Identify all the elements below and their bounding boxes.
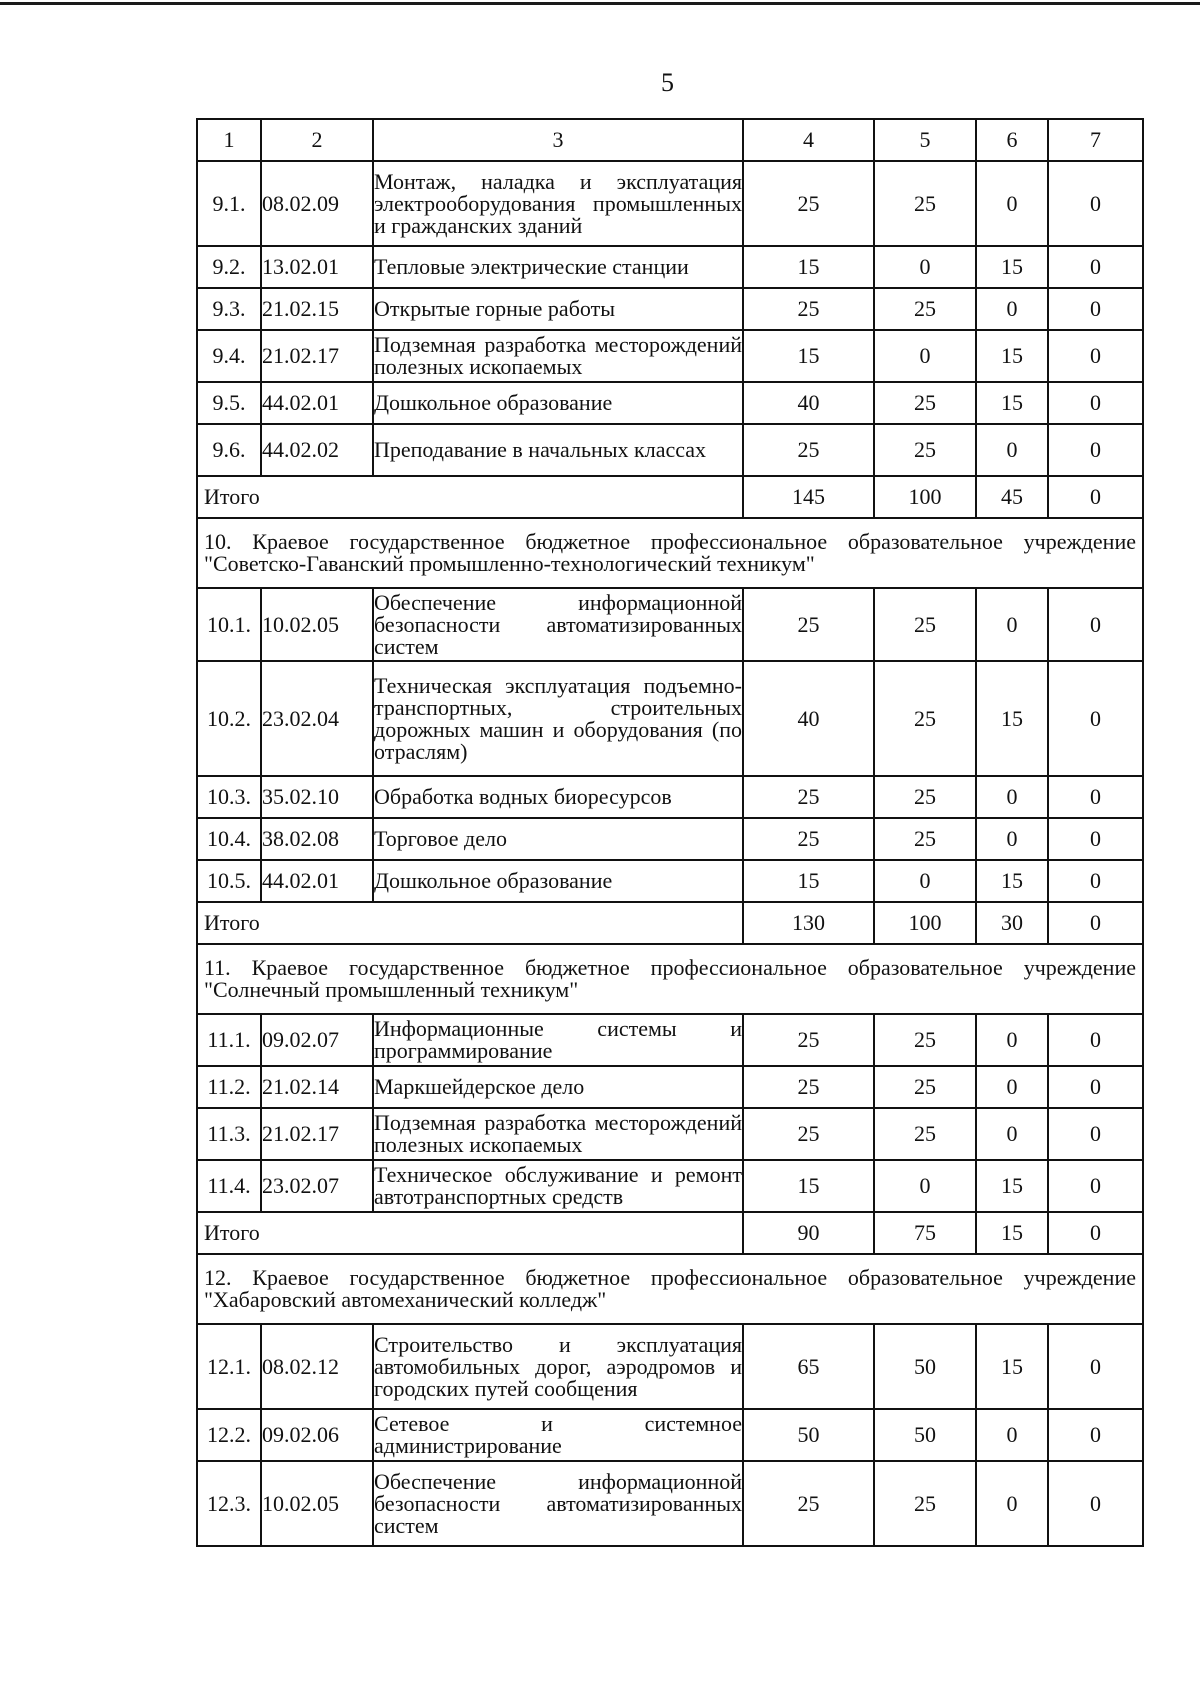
value-cell-c7: 0 xyxy=(1048,1461,1143,1546)
specialty-code: 21.02.15 xyxy=(261,288,373,330)
specialty-code: 23.02.04 xyxy=(261,661,373,776)
row-number: 10.1. xyxy=(197,588,261,661)
specialty-name: Обработка водных биоресурсов xyxy=(373,776,743,818)
row-number: 11.4. xyxy=(197,1160,261,1212)
specialty-code: 08.02.09 xyxy=(261,161,373,246)
institution-name: 10. Краевое государственное бюджетное профессиональное образовательное учреждение "Советско-Гаванский промышленно-технологический техникум" xyxy=(197,518,1143,588)
specialty-name: Сетевое и системное администрирование xyxy=(373,1409,743,1461)
value-cell-c5: 50 xyxy=(874,1324,976,1409)
specialty-code: 09.02.06 xyxy=(261,1409,373,1461)
column-header-row xyxy=(197,119,1143,161)
value-cell-c5: 0 xyxy=(874,246,976,288)
value-cell-c7: 0 xyxy=(1048,860,1143,902)
specialty-code: 21.02.14 xyxy=(261,1066,373,1108)
column-header: 3 xyxy=(373,119,743,161)
specialty-code: 44.02.01 xyxy=(261,382,373,424)
total-value-c6: 30 xyxy=(976,902,1048,944)
table-row xyxy=(197,161,1143,246)
value-cell-c5: 50 xyxy=(874,1409,976,1461)
value-cell-c4: 25 xyxy=(743,424,874,476)
value-cell-c4: 25 xyxy=(743,1014,874,1066)
specialty-name: Открытые горные работы xyxy=(373,288,743,330)
value-cell-c6: 0 xyxy=(976,1014,1048,1066)
total-label: Итого xyxy=(197,902,743,944)
value-cell-c6: 0 xyxy=(976,161,1048,246)
value-cell-c7: 0 xyxy=(1048,1160,1143,1212)
specialty-name: Маркшейдерское дело xyxy=(373,1066,743,1108)
total-value-c7: 0 xyxy=(1048,902,1143,944)
value-cell-c7: 0 xyxy=(1048,1409,1143,1461)
total-label: Итого xyxy=(197,1212,743,1254)
value-cell-c5: 25 xyxy=(874,818,976,860)
specialty-name: Обеспечение информационной безопасности автоматизированных систем xyxy=(373,1461,743,1546)
value-cell-c7: 0 xyxy=(1048,588,1143,661)
row-number: 12.3. xyxy=(197,1461,261,1546)
specialty-code: 44.02.01 xyxy=(261,860,373,902)
value-cell-c5: 25 xyxy=(874,1108,976,1160)
value-cell-c7: 0 xyxy=(1048,776,1143,818)
institution-header-row xyxy=(197,518,1143,588)
total-row xyxy=(197,1212,1143,1254)
row-number: 10.5. xyxy=(197,860,261,902)
value-cell-c5: 0 xyxy=(874,330,976,382)
value-cell-c4: 15 xyxy=(743,860,874,902)
table-row xyxy=(197,424,1143,476)
table-row xyxy=(197,818,1143,860)
value-cell-c6: 15 xyxy=(976,246,1048,288)
value-cell-c6: 0 xyxy=(976,1108,1048,1160)
total-row xyxy=(197,902,1143,944)
specialty-code: 23.02.07 xyxy=(261,1160,373,1212)
row-number: 9.1. xyxy=(197,161,261,246)
table-row xyxy=(197,1160,1143,1212)
value-cell-c6: 15 xyxy=(976,330,1048,382)
institution-name: 12. Краевое государственное бюджетное профессиональное образовательное учреждение "Хабаровский автомеханический колледж" xyxy=(197,1254,1143,1324)
scan-top-border xyxy=(0,2,1200,5)
value-cell-c5: 25 xyxy=(874,1461,976,1546)
value-cell-c5: 25 xyxy=(874,776,976,818)
value-cell-c6: 0 xyxy=(976,776,1048,818)
total-value-c5: 75 xyxy=(874,1212,976,1254)
value-cell-c6: 0 xyxy=(976,818,1048,860)
table-row xyxy=(197,1014,1143,1066)
row-number: 11.2. xyxy=(197,1066,261,1108)
specialty-code: 09.02.07 xyxy=(261,1014,373,1066)
table-row xyxy=(197,1409,1143,1461)
value-cell-c6: 0 xyxy=(976,1461,1048,1546)
column-header: 5 xyxy=(874,119,976,161)
specialty-name: Строительство и эксплуатация автомобильных дорог, аэродромов и городских путей сообщения xyxy=(373,1324,743,1409)
page-number: 5 xyxy=(661,68,674,97)
total-value-c4: 145 xyxy=(743,476,874,518)
value-cell-c5: 25 xyxy=(874,588,976,661)
total-value-c4: 130 xyxy=(743,902,874,944)
value-cell-c7: 0 xyxy=(1048,330,1143,382)
row-number: 10.4. xyxy=(197,818,261,860)
row-number: 12.1. xyxy=(197,1324,261,1409)
specialty-code: 35.02.10 xyxy=(261,776,373,818)
specialty-name: Подземная разработка месторождений полезных ископаемых xyxy=(373,1108,743,1160)
total-value-c7: 0 xyxy=(1048,476,1143,518)
total-value-c6: 45 xyxy=(976,476,1048,518)
column-header: 6 xyxy=(976,119,1048,161)
value-cell-c5: 25 xyxy=(874,161,976,246)
row-number: 9.2. xyxy=(197,246,261,288)
value-cell-c6: 15 xyxy=(976,661,1048,776)
value-cell-c4: 25 xyxy=(743,1066,874,1108)
row-number: 12.2. xyxy=(197,1409,261,1461)
value-cell-c6: 0 xyxy=(976,588,1048,661)
value-cell-c5: 25 xyxy=(874,661,976,776)
row-number: 10.2. xyxy=(197,661,261,776)
value-cell-c5: 25 xyxy=(874,424,976,476)
value-cell-c7: 0 xyxy=(1048,288,1143,330)
table-row xyxy=(197,246,1143,288)
total-row xyxy=(197,476,1143,518)
total-value-c7: 0 xyxy=(1048,1212,1143,1254)
value-cell-c7: 0 xyxy=(1048,1014,1143,1066)
specialty-code: 21.02.17 xyxy=(261,1108,373,1160)
table-row xyxy=(197,382,1143,424)
value-cell-c4: 25 xyxy=(743,1108,874,1160)
value-cell-c7: 0 xyxy=(1048,382,1143,424)
value-cell-c7: 0 xyxy=(1048,1066,1143,1108)
specialty-name: Информационные системы и программирование xyxy=(373,1014,743,1066)
column-header: 2 xyxy=(261,119,373,161)
value-cell-c7: 0 xyxy=(1048,246,1143,288)
row-number: 9.6. xyxy=(197,424,261,476)
value-cell-c4: 65 xyxy=(743,1324,874,1409)
value-cell-c7: 0 xyxy=(1048,1108,1143,1160)
value-cell-c4: 25 xyxy=(743,161,874,246)
value-cell-c5: 0 xyxy=(874,1160,976,1212)
specialty-code: 21.02.17 xyxy=(261,330,373,382)
column-header: 4 xyxy=(743,119,874,161)
specialty-name: Дошкольное образование xyxy=(373,860,743,902)
row-number: 9.3. xyxy=(197,288,261,330)
table-row xyxy=(197,1108,1143,1160)
row-number: 10.3. xyxy=(197,776,261,818)
table-row xyxy=(197,288,1143,330)
specialty-code: 10.02.05 xyxy=(261,1461,373,1546)
total-value-c5: 100 xyxy=(874,476,976,518)
value-cell-c6: 15 xyxy=(976,1160,1048,1212)
institution-header-row xyxy=(197,1254,1143,1324)
specialty-code: 38.02.08 xyxy=(261,818,373,860)
column-header: 1 xyxy=(197,119,261,161)
value-cell-c4: 50 xyxy=(743,1409,874,1461)
specialty-name: Обеспечение информационной безопасности автоматизированных систем xyxy=(373,588,743,661)
value-cell-c4: 40 xyxy=(743,382,874,424)
value-cell-c4: 15 xyxy=(743,246,874,288)
value-cell-c6: 15 xyxy=(976,382,1048,424)
table-row xyxy=(197,860,1143,902)
value-cell-c5: 0 xyxy=(874,860,976,902)
specialty-code: 13.02.01 xyxy=(261,246,373,288)
row-number: 9.4. xyxy=(197,330,261,382)
table-row xyxy=(197,1461,1143,1546)
value-cell-c7: 0 xyxy=(1048,661,1143,776)
specialty-name: Монтаж, наладка и эксплуатация электрооборудования промышленных и гражданских зданий xyxy=(373,161,743,246)
value-cell-c7: 0 xyxy=(1048,161,1143,246)
institution-header-row xyxy=(197,944,1143,1014)
value-cell-c5: 25 xyxy=(874,1066,976,1108)
specialty-name: Тепловые электрические станции xyxy=(373,246,743,288)
specialty-name: Дошкольное образование xyxy=(373,382,743,424)
specialty-name: Торговое дело xyxy=(373,818,743,860)
total-value-c5: 100 xyxy=(874,902,976,944)
table-row xyxy=(197,330,1143,382)
value-cell-c4: 25 xyxy=(743,288,874,330)
value-cell-c7: 0 xyxy=(1048,1324,1143,1409)
specialty-name: Преподавание в начальных классах xyxy=(373,424,743,476)
specialty-name: Техническая эксплуатация подъемно-транспортных, строительных дорожных машин и оборудования (по отраслям) xyxy=(373,661,743,776)
value-cell-c6: 15 xyxy=(976,860,1048,902)
institution-name: 11. Краевое государственное бюджетное профессиональное образовательное учреждение "Солнечный промышленный техникум" xyxy=(197,944,1143,1014)
row-number: 11.3. xyxy=(197,1108,261,1160)
value-cell-c4: 25 xyxy=(743,588,874,661)
total-label: Итого xyxy=(197,476,743,518)
table-row xyxy=(197,1324,1143,1409)
specialty-code: 10.02.05 xyxy=(261,588,373,661)
value-cell-c6: 0 xyxy=(976,424,1048,476)
quota-table xyxy=(196,118,1144,1547)
table-row xyxy=(197,661,1143,776)
specialty-code: 08.02.12 xyxy=(261,1324,373,1409)
value-cell-c6: 0 xyxy=(976,1409,1048,1461)
value-cell-c4: 40 xyxy=(743,661,874,776)
specialty-name: Техническое обслуживание и ремонт автотранспортных средств xyxy=(373,1160,743,1212)
value-cell-c6: 0 xyxy=(976,1066,1048,1108)
total-value-c6: 15 xyxy=(976,1212,1048,1254)
value-cell-c4: 15 xyxy=(743,330,874,382)
table-row xyxy=(197,588,1143,661)
value-cell-c5: 25 xyxy=(874,288,976,330)
value-cell-c5: 25 xyxy=(874,382,976,424)
value-cell-c7: 0 xyxy=(1048,424,1143,476)
value-cell-c5: 25 xyxy=(874,1014,976,1066)
total-value-c4: 90 xyxy=(743,1212,874,1254)
specialty-code: 44.02.02 xyxy=(261,424,373,476)
value-cell-c4: 25 xyxy=(743,818,874,860)
value-cell-c4: 25 xyxy=(743,1461,874,1546)
value-cell-c4: 25 xyxy=(743,776,874,818)
row-number: 11.1. xyxy=(197,1014,261,1066)
table-row xyxy=(197,776,1143,818)
value-cell-c7: 0 xyxy=(1048,818,1143,860)
specialty-name: Подземная разработка месторождений полезных ископаемых xyxy=(373,330,743,382)
column-header: 7 xyxy=(1048,119,1143,161)
value-cell-c6: 0 xyxy=(976,288,1048,330)
value-cell-c6: 15 xyxy=(976,1324,1048,1409)
table-row xyxy=(197,1066,1143,1108)
value-cell-c4: 15 xyxy=(743,1160,874,1212)
row-number: 9.5. xyxy=(197,382,261,424)
